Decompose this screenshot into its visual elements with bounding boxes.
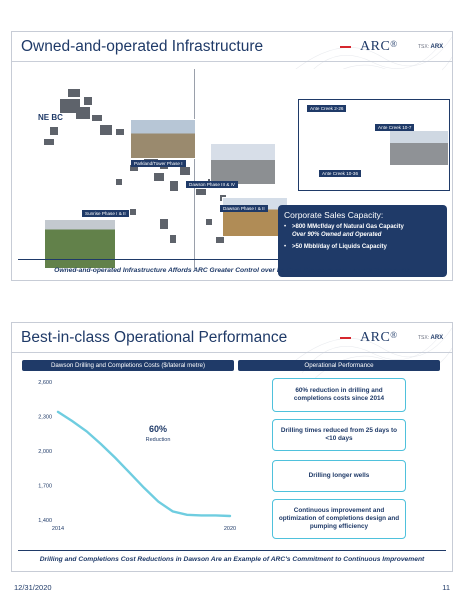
performance-item: Continuous improvement and optimization of completions design and pumping efficiency: [272, 499, 406, 539]
capacity-item: [284, 223, 441, 239]
slide-infrastructure: [11, 31, 453, 281]
performance-item: 60% reduction in drilling and completions costs since 2014: [272, 378, 406, 412]
slide-footer: Drilling and Completions Cost Reductions in Dawson Are an Example of ARC's Commitment to Continuous Improvement: [39, 556, 425, 563]
y-tick-label: 2,300: [38, 414, 52, 421]
capacity-gas: >800 MMcf/day of Natural Gas Capacity: [292, 224, 404, 230]
page-number: 11: [442, 583, 450, 592]
site-label: Ante Creek 10-7: [375, 124, 414, 131]
cost-series-line: [58, 412, 230, 516]
title-rule: [12, 352, 452, 353]
y-tick-label: 1,400: [38, 518, 52, 524]
capacity-title: Corporate Sales Capacity:: [284, 210, 384, 220]
site-label: Parkland/Tower Phase I: [131, 160, 186, 167]
facility-photo: [44, 219, 116, 269]
site-label: Ante Creek 2-26: [307, 105, 346, 112]
x-tick-label: 2014: [51, 526, 65, 532]
arc-logo: ARC®: [360, 39, 398, 54]
performance-item: Drilling longer wells: [272, 460, 406, 492]
tsx-ticker: TSX: ARX: [418, 44, 444, 50]
capacity-item: [284, 243, 441, 251]
capacity-gas-note: Over 90% Owned and Operated: [292, 232, 382, 238]
site-label: Sunrise Phase I & II: [82, 210, 129, 217]
site-label: Ante Creek 10-36: [319, 170, 361, 177]
footer-rule: [18, 550, 446, 551]
red-accent: [340, 337, 351, 339]
site-label: Dawson Phase III & IV: [186, 181, 238, 188]
performance-item: Drilling times reduced from 25 days to <10 days: [272, 419, 406, 451]
slide-title: Owned-and-operated Infrastructure: [21, 38, 264, 55]
reduction-value: 60%: [148, 424, 168, 434]
slide-operational-performance: [11, 322, 453, 572]
x-tick-label: 2020: [223, 526, 237, 532]
cost-line-chart: [30, 376, 240, 536]
slide-footer: Owned-and-operated Infrastructure Affords ARC Greater Control over Its Cost Structure and Liquids Recoveries: [54, 267, 410, 274]
footer-rule: [18, 259, 446, 260]
alberta-inset: [298, 99, 450, 191]
red-accent: [340, 46, 351, 48]
capacity-liquids: >50 Mbbl/day of Liquids Capacity: [292, 244, 387, 250]
facility-photo: [210, 143, 276, 185]
province-border: [194, 69, 195, 269]
facility-photo: [389, 130, 449, 166]
region-label-ne-bc: NE BC: [38, 113, 63, 122]
site-label: Dawson Phase I & II: [220, 205, 268, 212]
infrastructure-map: [20, 69, 442, 269]
performance-header: Operational Performance: [238, 360, 440, 371]
title-rule: [12, 61, 452, 62]
y-tick-label: 2,000: [38, 449, 52, 455]
slide-title: Best-in-class Operational Performance: [21, 329, 288, 346]
chart-header: Dawson Drilling and Completions Costs ($/lateral metre): [22, 360, 234, 371]
y-tick-label: 1,700: [38, 483, 52, 490]
facility-photo: [130, 119, 196, 159]
y-tick-label: 2,600: [38, 380, 52, 386]
reduction-label: Reduction: [145, 437, 171, 443]
tsx-ticker: TSX: ARX: [418, 335, 444, 341]
document-date: 12/31/2020: [14, 583, 52, 592]
arc-logo: ARC®: [360, 330, 398, 345]
